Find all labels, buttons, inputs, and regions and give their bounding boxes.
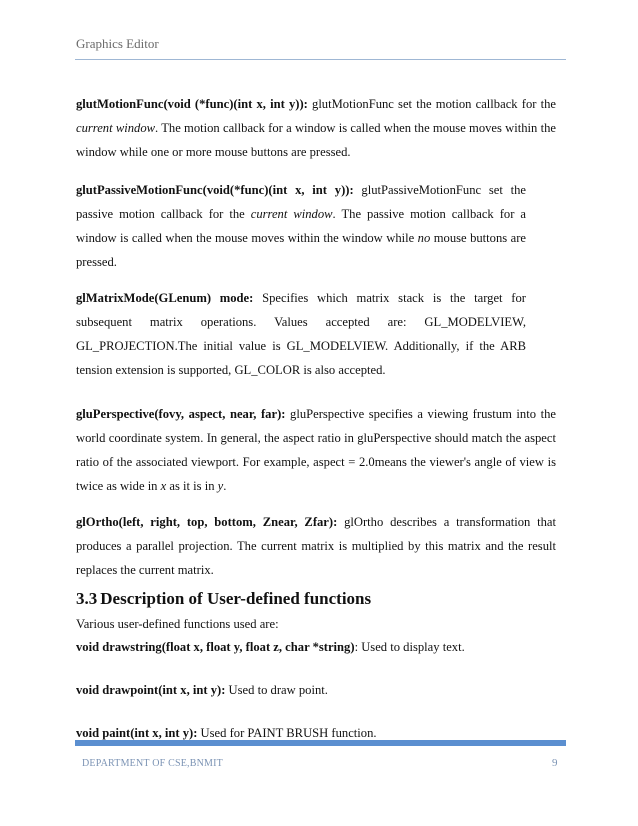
header-divider [75, 59, 566, 60]
function-item-paint: void paint(int x, int y): Used for PAINT BRUSH function. [76, 726, 377, 740]
paragraph-glortho: glOrtho(left, right, top, bottom, Znear, Zfar): glOrtho describes a transformation that produces a parallel projection. The current matrix is multiplied by this matrix and the result replaces the current matrix. [76, 515, 556, 577]
paragraph-glutpassivemotionfunc: glutPassiveMotionFunc(void(*func)(int x, int y)): glutPassiveMotionFunc set the passive motion callback for the current window. The passive motion callback for a window is called when the mouse moves within the window while no mouse buttons are pressed. [76, 183, 527, 269]
function-item-drawstring: void drawstring(float x, float y, float z, char *string): Used to display text. [76, 640, 465, 654]
function-signature: glutPassiveMotionFunc(void(*func)(int x, int y)): [76, 183, 354, 197]
page-number: 9 [552, 757, 558, 769]
page-header-title: Graphics Editor [76, 36, 159, 51]
paragraph-glutmotionfunc: glutMotionFunc(void (*func)(int x, int y)): glutMotionFunc set the motion callback for the current window. The motion callback for a window is called when the mouse moves within the window while one or more mouse buttons are pressed. [76, 97, 556, 159]
function-signature: void drawstring(float x, float y, float z, char *string) [76, 640, 355, 654]
section-number: 3.3 [76, 589, 98, 608]
function-signature: gluPerspective(fovy, aspect, near, far): [76, 407, 286, 421]
paragraph-glmatrixmode: glMatrixMode(GLenum) mode: Specifies which matrix stack is the target for subsequent matrix operations. Values accepted are: GL_MODELVIEW, GL_PROJECTION.The initial value is GL_MODELVIEW. Additionally, if the ARB tension extension is supported, GL_COLOR is also accepted. [76, 291, 526, 377]
paragraph-gluperspective: gluPerspective(fovy, aspect, near, far): gluPerspective specifies a viewing frustum into the world coordinate system. In general, the aspect ratio in gluPerspective should match the aspect ratio of the associated viewport. For example, aspect = 2.0means the viewer's angle of view is twice as wide in x as it is in y. [76, 407, 556, 493]
section-heading [76, 589, 371, 609]
function-item-drawpoint: void drawpoint(int x, int y): Used to draw point. [76, 683, 328, 697]
footer-divider [75, 740, 566, 746]
section-intro: Various user-defined functions used are: [76, 617, 279, 631]
function-signature: void drawpoint(int x, int y): [76, 683, 226, 697]
function-signature: glOrtho(left, right, top, bottom, Znear, Zfar): [76, 515, 338, 529]
footer-department: DEPARTMENT OF CSE,BNMIT [82, 758, 223, 769]
function-signature: void paint(int x, int y): [76, 726, 198, 740]
function-signature: glutMotionFunc(void (*func)(int x, int y)): [76, 97, 308, 111]
function-signature: glMatrixMode(GLenum) mode: [76, 291, 254, 305]
section-title: Description of User-defined functions [100, 589, 372, 608]
